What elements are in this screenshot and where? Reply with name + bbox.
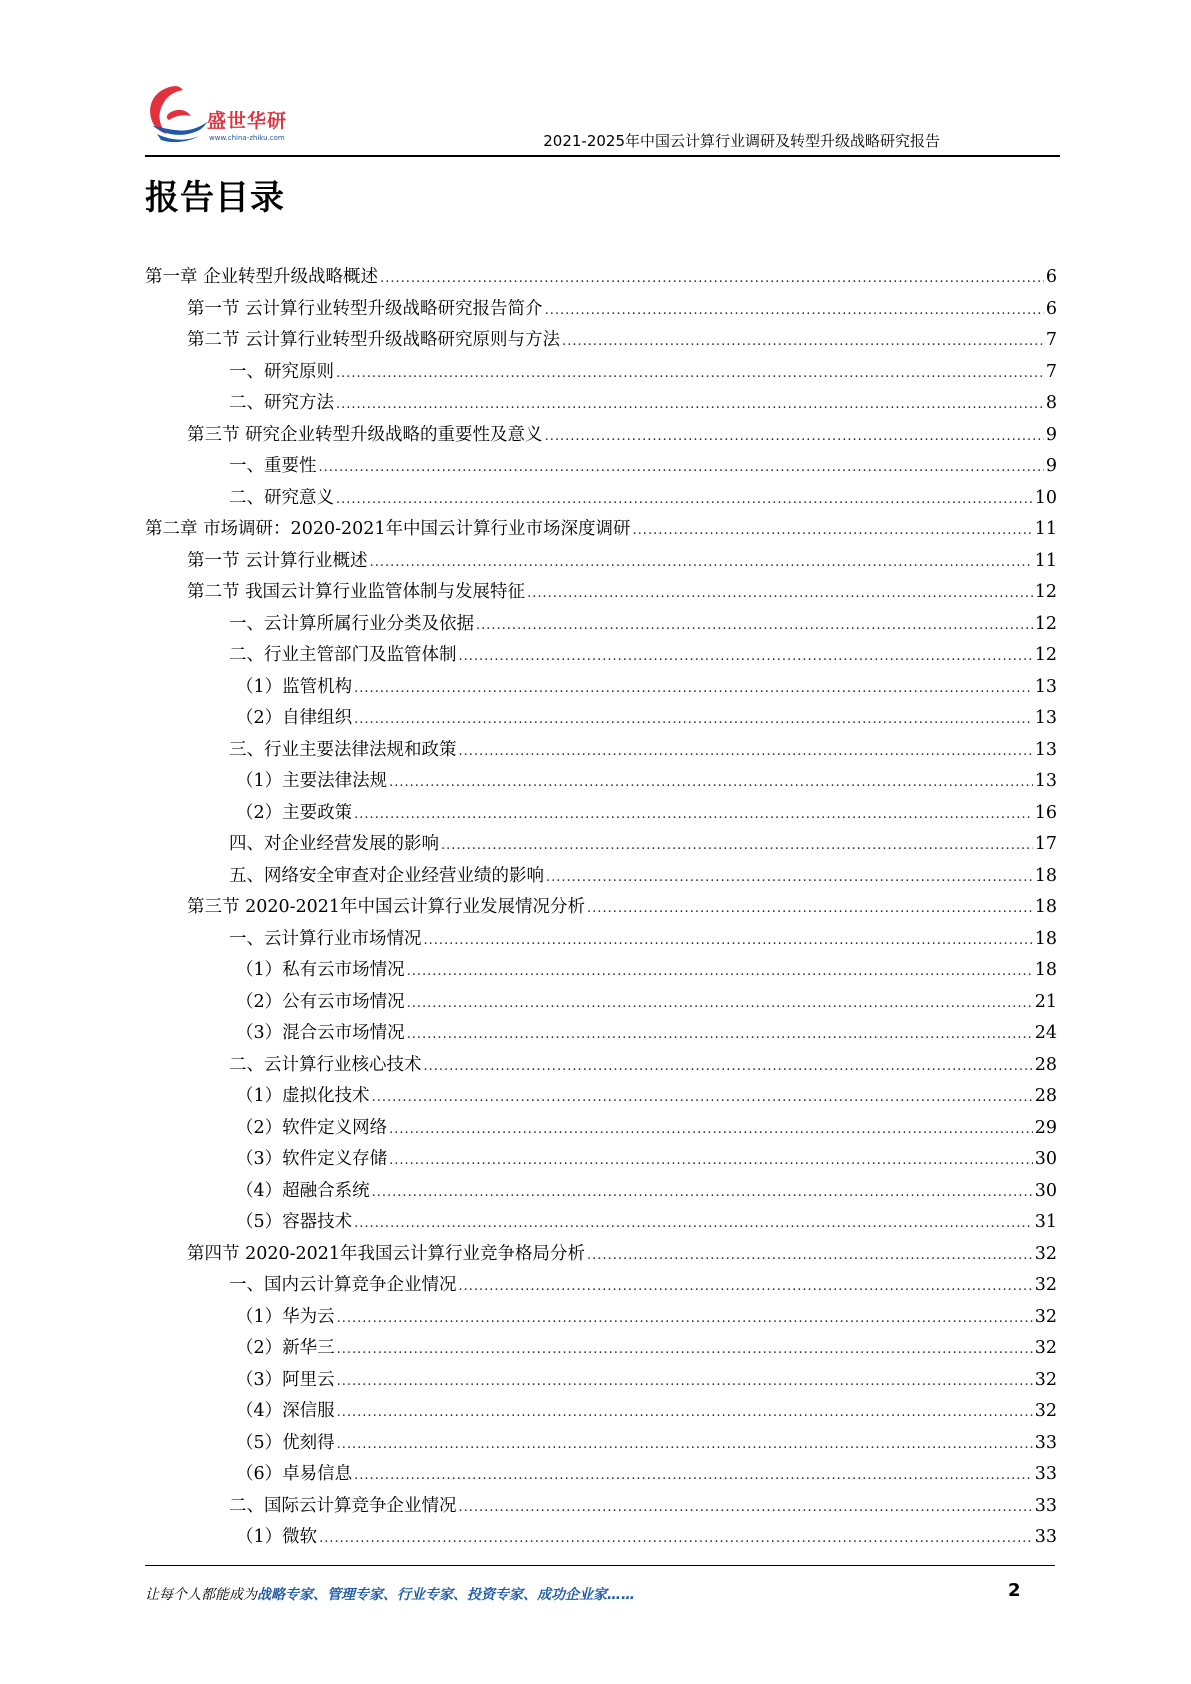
toc-dot-leader xyxy=(372,1082,1033,1114)
toc-entry[interactable] xyxy=(145,1428,1057,1460)
toc-dot-leader xyxy=(424,1051,1033,1083)
toc-entry-page: 7 xyxy=(1045,330,1057,350)
toc-entry[interactable] xyxy=(145,1459,1057,1491)
toc-entry-label: 一、云计算所属行业分类及依据 xyxy=(229,613,474,634)
toc-dot-leader xyxy=(319,1523,1033,1555)
toc-entry-page: 18 xyxy=(1034,960,1057,980)
toc-entry[interactable] xyxy=(145,1144,1057,1176)
toc-entry[interactable] xyxy=(145,1239,1057,1271)
toc-entry-page: 11 xyxy=(1034,519,1057,539)
toc-entry[interactable] xyxy=(145,420,1057,452)
toc-dot-leader xyxy=(407,956,1033,988)
toc-entry-page: 17 xyxy=(1034,834,1057,854)
toc-dot-leader xyxy=(459,736,1033,768)
toc-entry-label: 第一章 企业转型升级战略概述 xyxy=(145,267,379,287)
toc-entry-label: 二、研究方法 xyxy=(229,393,334,413)
toc-entry-label: 第二节 我国云计算行业监管体制与发展特征 xyxy=(187,582,526,602)
toc-dot-leader xyxy=(407,988,1033,1020)
toc-dot-leader xyxy=(337,1429,1033,1461)
toc-entry-page: 7 xyxy=(1045,361,1057,382)
toc-entry-page: 12 xyxy=(1034,582,1057,602)
toc-entry-label: （1）华为云 xyxy=(236,1306,335,1327)
toc-entry-page: 28 xyxy=(1034,1086,1057,1106)
toc-entry-label: （2）公有云市场情况 xyxy=(236,991,405,1012)
table-of-contents xyxy=(145,262,1057,1554)
toc-entry-page: 6 xyxy=(1045,298,1057,319)
toc-entry-page: 32 xyxy=(1034,1275,1057,1295)
toc-dot-leader xyxy=(337,1366,1033,1398)
toc-entry-label: 一、云计算行业市场情况 xyxy=(229,928,422,949)
toc-entry-page: 13 xyxy=(1034,771,1057,791)
toc-entry-label: 一、国内云计算竞争企业情况 xyxy=(229,1275,457,1295)
toc-dot-leader xyxy=(587,893,1033,925)
toc-entry-page: 13 xyxy=(1034,676,1057,697)
toc-entry-label: 第二章 市场调研：2020-2021年中国云计算行业市场深度调研 xyxy=(145,519,631,539)
toc-dot-leader xyxy=(336,484,1033,516)
toc-entry-page: 33 xyxy=(1034,1495,1057,1516)
toc-entry-page: 21 xyxy=(1034,991,1057,1012)
toc-entry[interactable] xyxy=(145,262,1057,294)
toc-entry[interactable] xyxy=(145,325,1057,357)
toc-entry[interactable] xyxy=(145,388,1057,420)
footer-divider xyxy=(145,1565,1055,1566)
toc-entry[interactable] xyxy=(145,1365,1057,1397)
toc-entry-label: （5）容器技术 xyxy=(236,1212,353,1232)
toc-dot-leader xyxy=(407,1019,1033,1051)
toc-entry-label: （3）阿里云 xyxy=(236,1369,335,1390)
toc-entry[interactable] xyxy=(145,577,1057,609)
toc-entry[interactable] xyxy=(145,1176,1057,1208)
toc-entry-label: （3）混合云市场情况 xyxy=(236,1023,405,1043)
page-title: 报告目录 xyxy=(145,178,285,218)
toc-entry[interactable] xyxy=(145,703,1057,735)
toc-dot-leader xyxy=(319,452,1044,484)
toc-entry-label: 二、国际云计算竞争企业情况 xyxy=(229,1495,457,1516)
toc-entry-page: 18 xyxy=(1034,865,1057,886)
toc-entry[interactable] xyxy=(145,1050,1057,1082)
toc-entry-page: 32 xyxy=(1034,1243,1057,1264)
toc-dot-leader xyxy=(336,358,1044,390)
toc-entry[interactable] xyxy=(145,766,1057,798)
toc-entry[interactable] xyxy=(145,1207,1057,1239)
toc-entry[interactable] xyxy=(145,1302,1057,1334)
toc-dot-leader xyxy=(545,421,1044,453)
toc-entry[interactable] xyxy=(145,546,1057,578)
toc-dot-leader xyxy=(441,830,1033,862)
company-logo xyxy=(145,82,315,144)
toc-entry-page: 32 xyxy=(1034,1338,1057,1358)
toc-entry-label: （1）私有云市场情况 xyxy=(236,960,405,980)
toc-entry-label: 第一节 云计算行业转型升级战略研究报告简介 xyxy=(187,298,543,319)
toc-entry-page: 33 xyxy=(1034,1527,1057,1547)
toc-entry[interactable] xyxy=(145,609,1057,641)
page-header xyxy=(145,82,1060,158)
toc-dot-leader xyxy=(372,1177,1033,1209)
toc-entry-page: 16 xyxy=(1034,802,1057,823)
toc-entry-page: 31 xyxy=(1034,1212,1057,1232)
toc-dot-leader xyxy=(370,547,1033,579)
toc-entry[interactable] xyxy=(145,924,1057,956)
toc-entry-label: 第四节 2020-2021年我国云计算行业竞争格局分析 xyxy=(187,1243,586,1264)
toc-entry[interactable] xyxy=(145,357,1057,389)
toc-entry-page: 12 xyxy=(1034,645,1057,665)
toc-entry-label: （1）主要法律法规 xyxy=(236,771,388,791)
toc-entry-page: 9 xyxy=(1045,456,1057,476)
toc-dot-leader xyxy=(527,578,1033,610)
toc-entry-label: 第一节 云计算行业概述 xyxy=(187,550,368,571)
toc-dot-leader xyxy=(380,263,1044,295)
toc-entry-page: 28 xyxy=(1034,1054,1057,1075)
toc-entry-label: （2）自律组织 xyxy=(236,708,353,728)
toc-dot-leader xyxy=(587,1240,1033,1272)
toc-entry-label: （2）软件定义网络 xyxy=(236,1117,388,1138)
toc-entry-label: 五、网络安全审查对企业经营业绩的影响 xyxy=(229,865,544,886)
toc-entry-label: （2）新华三 xyxy=(236,1338,335,1358)
header-divider xyxy=(145,155,1060,157)
toc-entry[interactable] xyxy=(145,672,1057,704)
toc-entry-label: 二、云计算行业核心技术 xyxy=(229,1054,422,1075)
toc-dot-leader xyxy=(337,1397,1033,1429)
toc-entry-page: 30 xyxy=(1034,1180,1057,1201)
toc-entry[interactable] xyxy=(145,1491,1057,1523)
report-title: 2021-2025年中国云计算行业调研及转型升级战略研究报告 xyxy=(543,132,940,150)
toc-entry[interactable] xyxy=(145,861,1057,893)
toc-entry[interactable] xyxy=(145,1018,1057,1050)
toc-entry-label: 第三节 研究企业转型升级战略的重要性及意义 xyxy=(187,424,543,445)
toc-entry-page: 11 xyxy=(1034,550,1057,571)
toc-entry[interactable] xyxy=(145,892,1057,924)
logo-text: 盛世华研 xyxy=(207,110,288,132)
toc-dot-leader xyxy=(336,389,1044,421)
toc-dot-leader xyxy=(389,767,1033,799)
toc-dot-leader xyxy=(337,1303,1033,1335)
logo-url: www.china-zhiku.com xyxy=(209,134,285,142)
toc-entry[interactable] xyxy=(145,1396,1057,1428)
logo-emblem-icon xyxy=(145,82,209,144)
footer-slogan xyxy=(145,1584,635,1604)
toc-entry-label: （1）虚拟化技术 xyxy=(236,1086,370,1106)
toc-entry-page: 10 xyxy=(1034,487,1057,508)
toc-entry-label: （5）优刻得 xyxy=(236,1432,335,1453)
toc-dot-leader xyxy=(354,673,1033,705)
toc-entry-page: 32 xyxy=(1034,1306,1057,1327)
toc-entry-label: （1）监管机构 xyxy=(236,676,353,697)
toc-entry-label: 三、行业主要法律法规和政策 xyxy=(229,739,457,760)
toc-entry[interactable] xyxy=(145,640,1057,672)
slogan-highlight: 战略专家、管理专家、行业专家、投资专家、成功企业家…… xyxy=(257,1587,635,1603)
page-number: 2 xyxy=(1008,1580,1021,1601)
toc-entry-page: 18 xyxy=(1034,897,1057,917)
toc-entry-label: 第三节 2020-2021年中国云计算行业发展情况分析 xyxy=(187,897,586,917)
toc-dot-leader xyxy=(337,1334,1033,1366)
toc-dot-leader xyxy=(562,326,1044,358)
toc-entry-page: 29 xyxy=(1034,1117,1057,1138)
toc-entry-page: 18 xyxy=(1034,928,1057,949)
toc-entry-page: 24 xyxy=(1034,1023,1057,1043)
toc-entry-label: （4）超融合系统 xyxy=(236,1180,370,1201)
toc-entry[interactable] xyxy=(145,1522,1057,1554)
toc-dot-leader xyxy=(545,295,1044,327)
toc-entry-page: 32 xyxy=(1034,1401,1057,1421)
toc-entry[interactable] xyxy=(145,1333,1057,1365)
toc-entry-label: 一、重要性 xyxy=(229,456,317,476)
toc-entry-page: 13 xyxy=(1034,708,1057,728)
toc-entry-page: 32 xyxy=(1034,1369,1057,1390)
toc-entry-label: 四、对企业经营发展的影响 xyxy=(229,834,439,854)
toc-entry[interactable] xyxy=(145,1081,1057,1113)
toc-entry[interactable] xyxy=(145,1113,1057,1145)
toc-entry-label: （4）深信服 xyxy=(236,1401,335,1421)
toc-entry[interactable] xyxy=(145,955,1057,987)
toc-entry-page: 12 xyxy=(1034,613,1057,634)
toc-dot-leader xyxy=(424,925,1033,957)
slogan-prefix: 让每个人都能成为 xyxy=(145,1587,257,1603)
toc-entry-label: （3）软件定义存储 xyxy=(236,1149,388,1169)
toc-dot-leader xyxy=(354,704,1033,736)
toc-dot-leader xyxy=(389,1114,1033,1146)
toc-dot-leader xyxy=(354,1460,1033,1492)
toc-entry-label: （1）微软 xyxy=(236,1527,318,1547)
toc-entry[interactable] xyxy=(145,294,1057,326)
toc-entry-page: 8 xyxy=(1045,393,1057,413)
toc-entry-label: 第二节 云计算行业转型升级战略研究原则与方法 xyxy=(187,330,561,350)
toc-entry-label: 二、行业主管部门及监管体制 xyxy=(229,645,457,665)
toc-dot-leader xyxy=(476,610,1033,642)
toc-entry[interactable] xyxy=(145,483,1057,515)
toc-entry-page: 33 xyxy=(1034,1464,1057,1484)
toc-entry-label: 二、研究意义 xyxy=(229,487,334,508)
toc-entry[interactable] xyxy=(145,514,1057,546)
toc-dot-leader xyxy=(354,1208,1033,1240)
toc-entry[interactable] xyxy=(145,987,1057,1019)
toc-dot-leader xyxy=(459,641,1033,673)
toc-dot-leader xyxy=(459,1271,1033,1303)
toc-entry-label: （2）主要政策 xyxy=(236,802,353,823)
toc-entry[interactable] xyxy=(145,798,1057,830)
toc-entry-page: 33 xyxy=(1034,1432,1057,1453)
toc-entry-label: （6）卓易信息 xyxy=(236,1464,353,1484)
toc-entry[interactable] xyxy=(145,829,1057,861)
toc-entry-label: 一、研究原则 xyxy=(229,361,334,382)
toc-entry-page: 30 xyxy=(1034,1149,1057,1169)
toc-dot-leader xyxy=(459,1492,1033,1524)
toc-entry-page: 6 xyxy=(1045,267,1057,287)
toc-entry[interactable] xyxy=(145,735,1057,767)
toc-entry-page: 9 xyxy=(1045,424,1057,445)
toc-dot-leader xyxy=(633,515,1033,547)
toc-dot-leader xyxy=(389,1145,1033,1177)
toc-dot-leader xyxy=(354,799,1033,831)
toc-entry-page: 13 xyxy=(1034,739,1057,760)
toc-entry[interactable] xyxy=(145,1270,1057,1302)
toc-entry[interactable] xyxy=(145,451,1057,483)
toc-dot-leader xyxy=(546,862,1033,894)
